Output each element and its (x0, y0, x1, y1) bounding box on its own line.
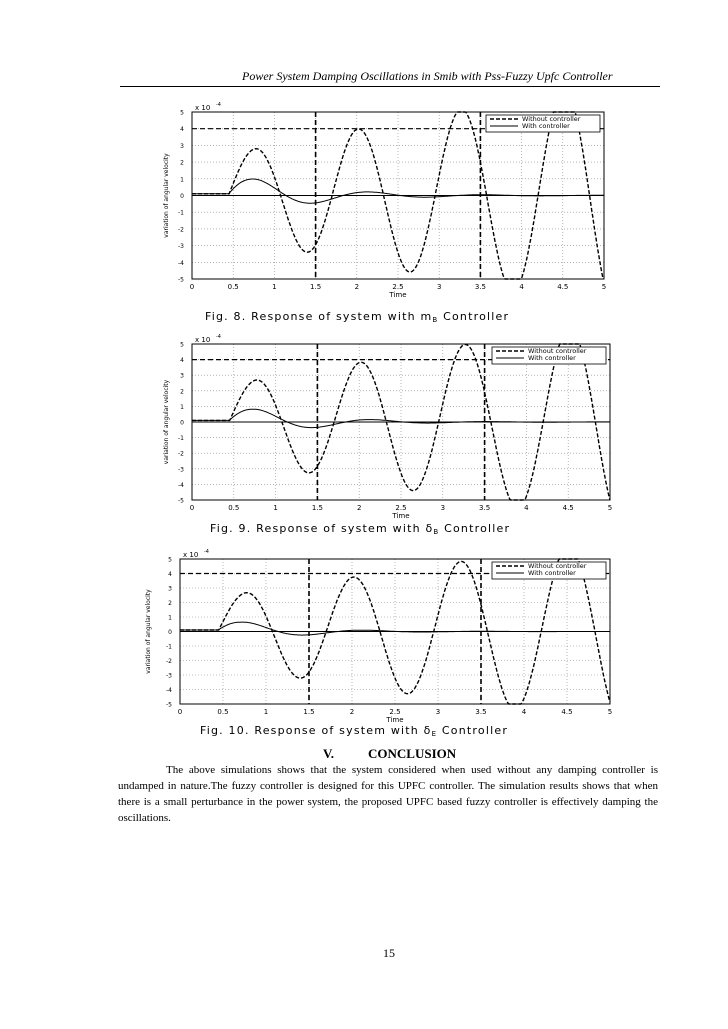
legend-label: With controller (528, 354, 576, 362)
x-tick-label: 3 (436, 283, 442, 291)
y-tick-label: 2 (180, 388, 184, 396)
x-tick-label: 5 (607, 504, 613, 512)
x-tick-label: 4.5 (557, 283, 569, 291)
axis-exponent-label: x 10 (195, 336, 211, 344)
header-rule (120, 86, 660, 87)
y-tick-label: 3 (168, 585, 172, 593)
legend-label: Without controller (528, 347, 587, 355)
x-tick-label: 3 (435, 708, 441, 716)
x-tick-label: 2 (349, 708, 355, 716)
y-tick-label: -3 (178, 243, 184, 251)
x-tick-label: 5 (607, 708, 613, 716)
x-tick-label: 0.5 (228, 504, 240, 512)
axis-exponent-power: -4 (216, 334, 221, 340)
y-tick-label: 2 (180, 159, 184, 167)
x-tick-label: 4 (521, 708, 527, 716)
y-tick-label: 3 (180, 372, 184, 380)
y-axis-label: variation of angular velocity (163, 379, 170, 465)
x-tick-label: 2.5 (392, 283, 404, 291)
y-tick-label: 5 (180, 341, 184, 349)
x-tick-label: 2 (356, 504, 362, 512)
y-tick-label: 3 (180, 142, 184, 150)
legend-label: With controller (522, 122, 570, 130)
y-tick-label: 0 (180, 419, 184, 427)
x-tick-label: 0.5 (227, 283, 239, 291)
x-tick-label: 0.5 (217, 708, 229, 716)
axis-exponent-label: x 10 (195, 104, 211, 112)
figure-caption: Fig. 8. Response of system with mB Controller (205, 310, 510, 324)
y-tick-label: -3 (178, 466, 184, 474)
axis-exponent-label: x 10 (183, 551, 199, 559)
x-tick-label: 2.5 (389, 708, 401, 716)
y-axis-label: variation of angular velocity (145, 589, 152, 674)
x-tick-label: 4.5 (561, 708, 573, 716)
x-tick-label: 0 (177, 708, 183, 716)
y-axis-label: variation of angular velocity (163, 153, 170, 238)
y-tick-label: -1 (166, 643, 172, 651)
y-tick-label: -2 (178, 450, 184, 458)
x-tick-label: 2 (354, 283, 360, 291)
x-tick-label: 1.5 (310, 283, 322, 291)
x-tick-label: 1 (272, 283, 277, 291)
x-tick-label: 5 (601, 283, 607, 291)
y-tick-label: 0 (180, 193, 184, 200)
x-tick-label: 4.5 (562, 504, 574, 512)
x-axis-label: Time (389, 291, 407, 299)
y-tick-label: 4 (180, 357, 184, 365)
legend-label: With controller (528, 569, 576, 577)
y-tick-label: 5 (168, 556, 172, 564)
y-tick-label: 1 (180, 176, 184, 184)
y-tick-label: 4 (168, 571, 172, 578)
y-tick-label: -2 (178, 226, 184, 234)
x-tick-label: 1 (273, 504, 278, 512)
figure-caption: Fig. 9. Response of system with δB Controller (210, 522, 511, 536)
y-tick-label: -4 (166, 687, 172, 694)
x-tick-label: 2.5 (395, 504, 407, 512)
figure-10-chart (0, 546, 728, 746)
y-tick-label: -1 (178, 435, 184, 443)
y-tick-label: 1 (180, 403, 184, 411)
page-number: 15 (383, 946, 395, 960)
x-tick-label: 1.5 (311, 504, 323, 512)
x-axis-label: Time (386, 716, 404, 724)
figure-caption: Fig. 10. Response of system with δE Controller (200, 724, 509, 738)
y-tick-label: -5 (166, 701, 172, 709)
section-title: CONCLUSION (368, 746, 457, 761)
y-tick-label: 0 (168, 629, 172, 636)
series-line-with-controller (192, 409, 610, 427)
y-tick-label: 2 (168, 600, 172, 607)
y-tick-label: -4 (178, 259, 184, 267)
axis-exponent-power: -4 (216, 102, 221, 108)
x-tick-label: 4 (519, 283, 524, 291)
figure-9-chart (0, 334, 728, 544)
y-tick-label: -5 (178, 497, 184, 505)
y-tick-label: -2 (166, 658, 172, 665)
x-tick-label: 3.5 (479, 504, 491, 512)
x-tick-label: 3 (440, 504, 446, 512)
legend-label: Without controller (528, 562, 587, 570)
y-tick-label: -4 (178, 481, 184, 489)
x-tick-label: 4 (524, 504, 529, 512)
legend-label: Without controller (522, 115, 581, 123)
y-tick-label: 5 (180, 109, 184, 117)
x-tick-label: 1.5 (303, 708, 315, 716)
x-tick-label: 3.5 (475, 708, 487, 716)
y-tick-label: 1 (168, 614, 172, 622)
x-tick-label: 3.5 (474, 283, 486, 291)
running-header: Power System Damping Oscillations in Smib with Pss-Fuzzy Upfc Controller (242, 69, 613, 83)
x-tick-label: 1 (263, 708, 269, 716)
y-tick-label: 4 (180, 126, 184, 134)
axis-exponent-power: -4 (204, 549, 209, 555)
x-axis-label: Time (392, 512, 410, 520)
section-number: V. (323, 746, 334, 761)
x-tick-label: 0 (189, 504, 195, 512)
y-tick-label: -1 (178, 209, 184, 217)
figure-8-chart (0, 92, 728, 332)
conclusion-paragraph: The above simulations shows that the system considered when used without any damping controller is undamped in nature.The fuzzy controller is designed for this UPFC controller. The simulation results shows that when there is a small perturbance in the power system, the proposed UPFC based fuzzy controller is effectively damping the oscillations. (118, 764, 658, 824)
y-tick-label: -5 (178, 276, 184, 284)
y-tick-label: -3 (166, 672, 172, 680)
x-tick-label: 0 (189, 283, 195, 291)
